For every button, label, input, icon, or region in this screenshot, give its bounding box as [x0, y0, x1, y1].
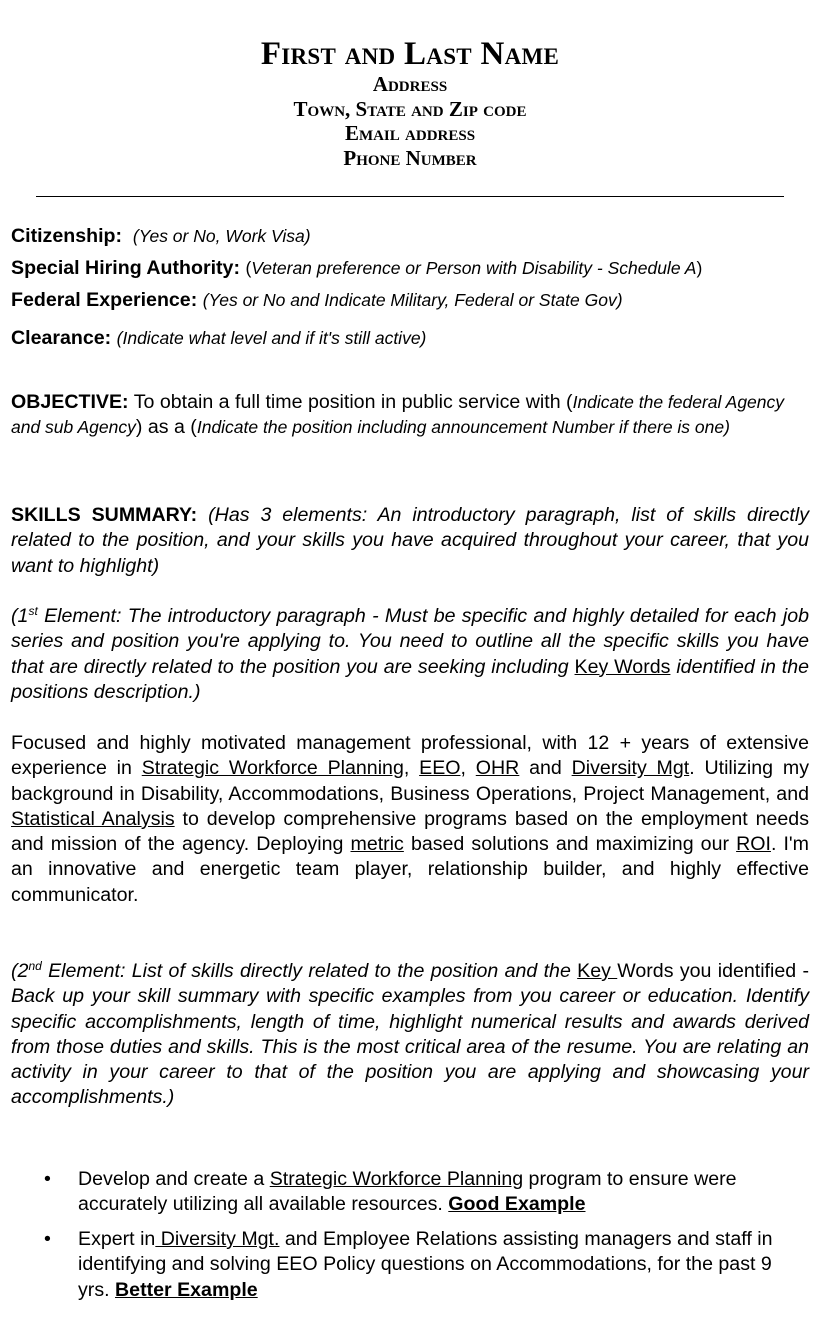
- objective-agency-hint: Indicate the federal Agency and sub Agency: [11, 392, 785, 437]
- federal-experience-value: (Yes or No and Indicate Military, Federal or State Gov): [202, 290, 623, 310]
- element-1-open: (1: [11, 605, 29, 627]
- skills-summary-section: [11, 503, 809, 579]
- para-text-1: Focused and highly motivated management professional, with 12 + years of extensive experience in: [11, 732, 809, 780]
- header-divider: [36, 196, 784, 197]
- objective-text-2: ) as a (: [135, 415, 197, 438]
- resume-header: [0, 36, 820, 170]
- bullet-text: [78, 1167, 804, 1218]
- para-text-2: ,: [403, 757, 420, 780]
- bullet-1-text-1: Develop and create a: [78, 1168, 270, 1190]
- bullet-2-term: Diversity Mgt.: [155, 1228, 280, 1250]
- element-1-text: Element: The introductory paragraph - Must be specific and highly detailed for each job series and position you're applying to. You need to outline all the specific skills you have that are directly related to the position you are seeking including: [11, 605, 809, 678]
- element-2-text-3: Back up your skill summary with specific examples from you career or education. Identify specific accomplishments, length of time, highlight numerical results and awards derived from those duties and skills. This is the most critical area of the resume. You are relating an activity in your career to that of the position you are applying and showcasing your accomplishments.): [11, 985, 809, 1109]
- skills-summary-label: SKILLS SUMMARY:: [11, 504, 198, 526]
- element-1-superscript: st: [28, 604, 38, 618]
- clearance-value: (Indicate what level and if it's still active): [116, 328, 427, 348]
- skills-summary-intro: (Has 3 elements: An introductory paragraph, list of skills directly related to the position, and your skills you have acquired throughout your career, that you want to highlight): [11, 504, 810, 577]
- bullet-2-text-2: and Employee Relations assisting managers and staff in identifying and solving EEO Policy questions on Accommodations, for the past 9 yrs.: [78, 1228, 773, 1301]
- key-term: Key: [577, 960, 618, 982]
- email-address: Email address: [344, 121, 476, 145]
- good-example-label: Good Example: [448, 1193, 586, 1216]
- term-eeo: EEO,: [419, 757, 466, 780]
- term-metric: metric: [350, 833, 404, 856]
- candidate-name: First and Last Name: [260, 36, 560, 72]
- objective-text: To obtain a full time position in public service with (: [133, 391, 573, 413]
- element-2-superscript: nd: [28, 959, 42, 973]
- bullet-text: [78, 1227, 804, 1303]
- hiring-open-paren: (: [245, 258, 252, 278]
- para-text-7: based solutions and maximizing our: [403, 833, 737, 856]
- para-text-6: to develop comprehensive programs based on the employment needs and mission of the agency. Deploying: [11, 807, 809, 856]
- address-line: Address: [372, 72, 448, 96]
- para-text-8: . I'm an innovative and energetic team player, relationship builder, and highly effective communicator.: [11, 833, 809, 906]
- hiring-close-paren: ): [696, 258, 703, 278]
- objective-section: [11, 390, 809, 439]
- clearance-label: Clearance:: [11, 327, 112, 349]
- bullet-icon: •: [44, 1228, 51, 1250]
- term-roi: ROI: [736, 833, 771, 856]
- term-statistical-analysis: Statistical Analysis: [11, 807, 175, 830]
- element-2-words: Words you identified -: [617, 960, 809, 982]
- hiring-authority-label: Special Hiring Authority:: [11, 257, 240, 279]
- better-example-label: Better Example: [115, 1278, 258, 1301]
- bullet-icon: •: [44, 1168, 51, 1190]
- federal-experience-label: Federal Experience:: [11, 289, 198, 311]
- term-ohr: OHR: [475, 757, 520, 780]
- citizenship-value: (Yes or No, Work Visa): [132, 226, 311, 246]
- para-text-4: and: [519, 757, 572, 780]
- objective-position-hint: Indicate the position including announcement Number if there is one): [196, 416, 730, 437]
- element-2-open: (2: [11, 960, 29, 982]
- town-state-zip: Town, State and Zip code: [293, 96, 527, 121]
- element-2-text: Element: List of skills directly related to the position and the: [41, 960, 578, 982]
- para-text-5: . Utilizing my background in Disability, Accommodations, Business Operations, Project Management, and: [11, 757, 809, 805]
- federal-experience-line: [11, 288, 809, 313]
- bullet-1-term: Strategic Workforce Planning: [269, 1168, 524, 1190]
- term-diversity-mgt: Diversity Mgt: [571, 757, 690, 780]
- element-2-instructions: [11, 959, 809, 1111]
- element-1-text-2: identified in the positions description.): [11, 655, 809, 703]
- hiring-authority-value: Veteran preference or Person with Disability - Schedule A: [251, 258, 697, 278]
- phone-number: Phone Number: [343, 145, 477, 170]
- citizenship-label: Citizenship:: [11, 225, 123, 247]
- intro-paragraph: [11, 731, 809, 908]
- para-text-3: [466, 757, 476, 779]
- key-words-term: Key Words: [574, 655, 671, 678]
- objective-label: OBJECTIVE:: [11, 391, 129, 413]
- element-1-instructions: [11, 604, 809, 705]
- hiring-authority-line: [11, 256, 809, 281]
- bullet-1-text-2: program to ensure were accurately utilizing all available resources.: [78, 1168, 737, 1216]
- bullet-2-text-1: Expert in: [78, 1228, 156, 1250]
- term-strategic-workforce-planning: Strategic Workforce Planning: [141, 757, 404, 780]
- clearance-line: [11, 326, 809, 351]
- citizenship-line: [11, 224, 809, 249]
